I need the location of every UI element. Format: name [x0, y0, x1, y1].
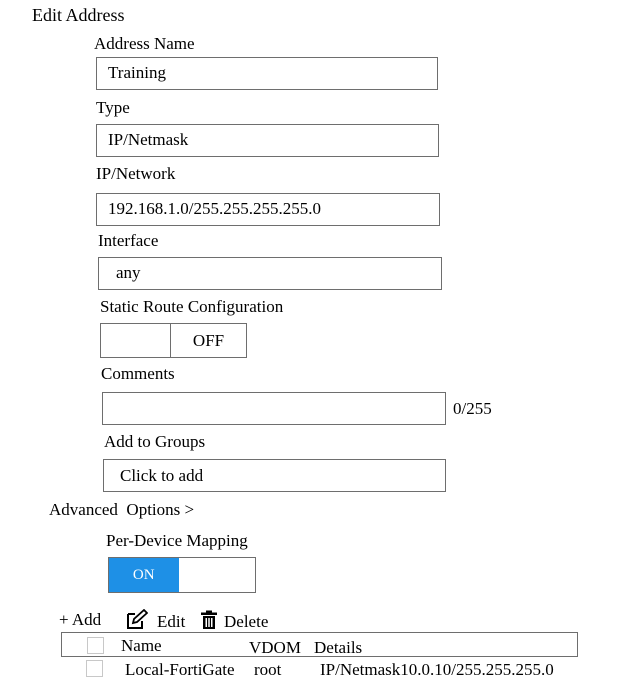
toggle-knob	[179, 558, 255, 592]
ip-network-input[interactable]: 192.168.1.0/255.255.255.255.0	[96, 193, 440, 226]
interface-select[interactable]: any	[98, 257, 442, 290]
add-to-groups-label: Add to Groups	[104, 432, 206, 451]
delete-button-label: Delete	[224, 612, 269, 631]
row-details: IP/Netmask10.0.10/255.255.255.0	[320, 660, 554, 679]
per-device-mapping-label: Per-Device Mapping	[106, 531, 248, 550]
toggle-state-label: ON	[109, 558, 179, 592]
add-to-groups-field[interactable]: Click to add	[103, 459, 446, 492]
advanced-options-toggle[interactable]: Advanced Options >	[49, 500, 195, 519]
type-label: Type	[96, 98, 130, 117]
comments-label: Comments	[101, 364, 175, 383]
static-route-toggle[interactable]	[100, 323, 247, 358]
row-name: Local-FortiGate	[125, 660, 235, 679]
select-all-checkbox[interactable]	[87, 637, 104, 654]
comments-counter: 0/255	[453, 399, 492, 418]
toggle-state-label: OFF	[192, 330, 225, 350]
address-name-label: Address Name	[94, 34, 195, 53]
comments-textarea[interactable]	[102, 392, 446, 425]
trash-icon	[201, 610, 217, 629]
per-device-mapping-toggle[interactable]	[108, 557, 256, 593]
column-header-vdom: VDOM	[249, 638, 301, 657]
row-checkbox[interactable]	[86, 660, 103, 677]
type-select[interactable]: IP/Netmask	[96, 124, 439, 157]
static-route-label: Static Route Configuration	[100, 297, 284, 316]
ip-network-label: IP/Network	[96, 164, 176, 183]
address-name-input[interactable]: Training	[96, 57, 438, 90]
column-header-name: Name	[121, 636, 162, 655]
edit-button-label: Edit	[157, 612, 186, 631]
interface-label: Interface	[98, 231, 159, 250]
column-header-details: Details	[314, 638, 363, 657]
row-vdom: root	[254, 660, 282, 679]
add-button[interactable]: + Add	[59, 610, 102, 629]
toggle-knob	[101, 324, 171, 357]
dialog-title: Edit Address	[32, 5, 125, 25]
edit-icon	[126, 609, 148, 630]
